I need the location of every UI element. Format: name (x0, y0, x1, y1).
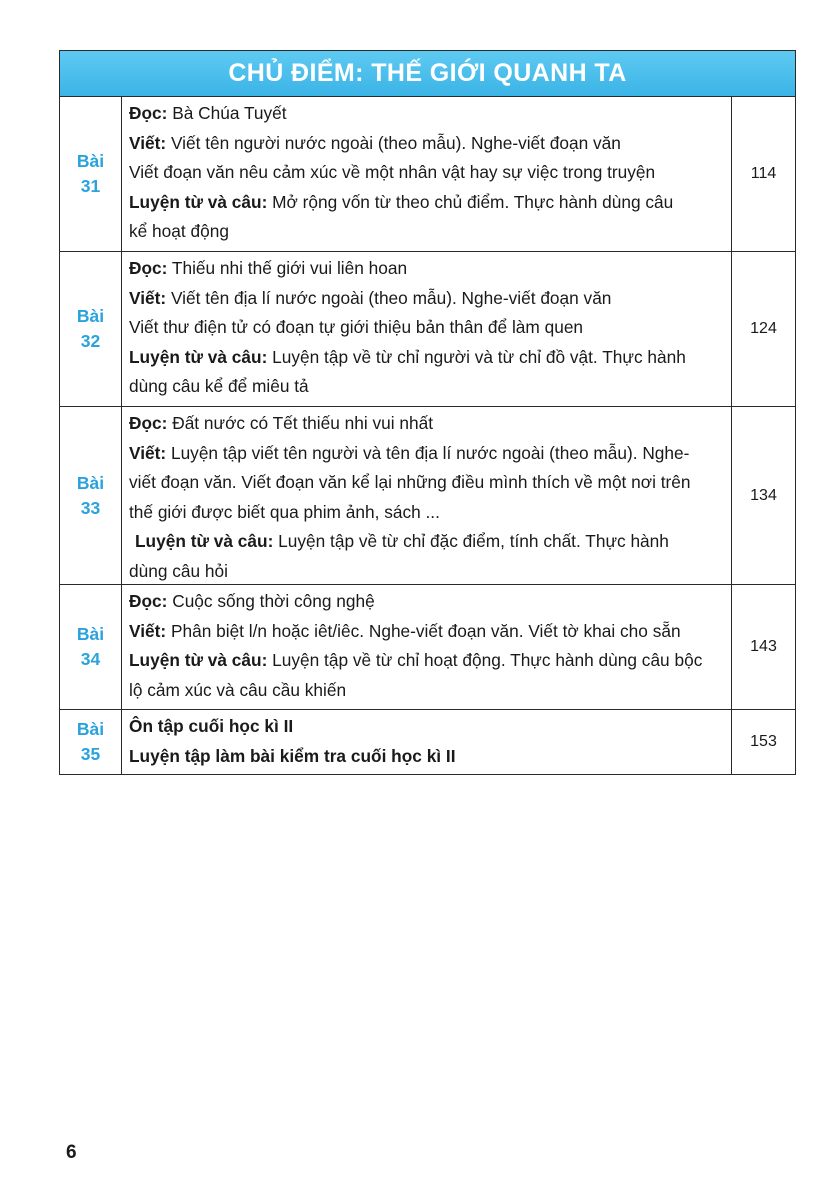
page-ref-number: 114 (750, 165, 777, 182)
lesson-content (122, 585, 732, 709)
page-ref (732, 407, 795, 584)
viet-label: Viết: (129, 620, 167, 641)
viet-line (129, 439, 725, 469)
lesson-content (122, 97, 732, 251)
page-ref-number: 134 (750, 486, 777, 504)
doc-line (129, 254, 725, 284)
doc-label: Đọc: (129, 591, 168, 611)
viet-line-2: Viết đoạn văn nêu cảm xúc về một nhân vật hay sự việc trong truyện (129, 162, 656, 183)
ltc-text: Luyện tập về từ chỉ đặc điểm, tính chất. Thực hành (278, 531, 669, 552)
doc-text: Cuộc sống thời công nghệ (172, 591, 375, 611)
doc-label: Đọc: (129, 258, 168, 278)
review-line: Ôn tập cuối học kì II (129, 716, 294, 736)
ltc-line-2: dùng câu hỏi (129, 560, 228, 581)
viet-line (129, 129, 725, 159)
ltc-line-2: kể hoạt động (129, 221, 229, 242)
theme-header (60, 51, 795, 97)
ltc-line (129, 527, 725, 557)
lesson-label (60, 97, 122, 251)
lesson-number: 31 (80, 176, 101, 196)
lesson-content (122, 252, 732, 406)
page-ref (732, 97, 795, 251)
ltc-label: Luyện từ và câu: (135, 531, 274, 552)
viet-line-2: Viết thư điện tử có đoạn tự giới thiệu bản thân để làm quen (129, 317, 584, 338)
page-ref (732, 252, 795, 406)
viet-text: Viết tên địa lí nước ngoài (theo mẫu). Nghe-viết đoạn văn (170, 287, 612, 308)
lesson-word: Bài (76, 472, 105, 493)
lesson-number: 33 (80, 497, 101, 518)
lesson-label (60, 585, 122, 709)
page-number: 6 (66, 1142, 77, 1163)
lesson-word: Bài (76, 719, 105, 739)
lesson-label (60, 710, 122, 774)
lesson-row-33 (60, 407, 795, 585)
viet-line-3: thế giới được biết qua phim ảnh, sách ... (129, 501, 440, 522)
table-of-contents (59, 50, 796, 775)
lesson-row-35 (60, 710, 795, 774)
lesson-content (122, 407, 732, 584)
lesson-row-34 (60, 585, 795, 710)
viet-line-2: viết đoạn văn. Viết đoạn văn kể lại những điều mình thích về một nơi trên (129, 472, 691, 493)
lesson-row-31 (60, 97, 795, 252)
doc-label: Đọc: (129, 103, 168, 123)
doc-text: Thiếu nhi thế giới vui liên hoan (171, 258, 408, 278)
doc-line (129, 587, 725, 617)
doc-line (129, 99, 725, 129)
doc-line (129, 409, 725, 439)
theme-title: CHỦ ĐIỂM: THẾ GIỚI QUANH TA (228, 59, 627, 87)
lesson-number: 32 (80, 331, 101, 351)
page-ref-number: 153 (750, 733, 777, 750)
viet-label: Viết: (129, 132, 167, 153)
viet-line (129, 617, 725, 647)
viet-text: Luyện tập viết tên người và tên địa lí nước ngoài (theo mẫu). Nghe- (170, 442, 690, 463)
lesson-number: 34 (80, 649, 101, 669)
lesson-label (60, 252, 122, 406)
viet-label: Viết: (129, 287, 167, 308)
lesson-label (60, 407, 122, 584)
lesson-word: Bài (76, 151, 105, 171)
ltc-line (129, 646, 725, 676)
ltc-line (129, 188, 725, 218)
ltc-text: Luyện tập về từ chỉ hoạt động. Thực hành dùng câu bộc (272, 650, 703, 671)
ltc-line (129, 343, 725, 373)
doc-text: Đất nước có Tết thiếu nhi vui nhất (172, 413, 434, 433)
page-ref (732, 585, 795, 709)
viet-text: Viết tên người nước ngoài (theo mẫu). Nghe-viết đoạn văn (170, 132, 621, 153)
lesson-word: Bài (76, 624, 105, 644)
practice-test-line: Luyện tập làm bài kiểm tra cuối học kì II (129, 745, 456, 766)
ltc-text: Luyện tập về từ chỉ người và từ chỉ đồ vật. Thực hành (272, 346, 686, 367)
doc-label: Đọc: (129, 413, 168, 433)
ltc-label: Luyện từ và câu: (129, 650, 268, 671)
lesson-content (122, 710, 732, 774)
page-ref-number: 143 (750, 638, 777, 655)
lesson-number: 35 (80, 744, 101, 764)
ltc-line-2: lộ cảm xúc và câu cầu khiến (129, 679, 347, 700)
doc-text: Bà Chúa Tuyết (172, 103, 287, 123)
viet-line (129, 284, 725, 314)
page-ref (732, 710, 795, 774)
ltc-line-2: dùng câu kể để miêu tả (129, 376, 309, 397)
lesson-word: Bài (76, 306, 105, 326)
lesson-row-32 (60, 252, 795, 407)
viet-label: Viết: (129, 442, 167, 463)
ltc-label: Luyện từ và câu: (129, 191, 268, 212)
page-ref-number: 124 (750, 320, 777, 337)
viet-text: Phân biệt l/n hoặc iêt/iêc. Nghe-viết đoạn văn. Viết tờ khai cho sẵn (170, 620, 681, 641)
ltc-label: Luyện từ và câu: (129, 346, 268, 367)
ltc-text: Mở rộng vốn từ theo chủ điểm. Thực hành dùng câu (272, 191, 674, 212)
